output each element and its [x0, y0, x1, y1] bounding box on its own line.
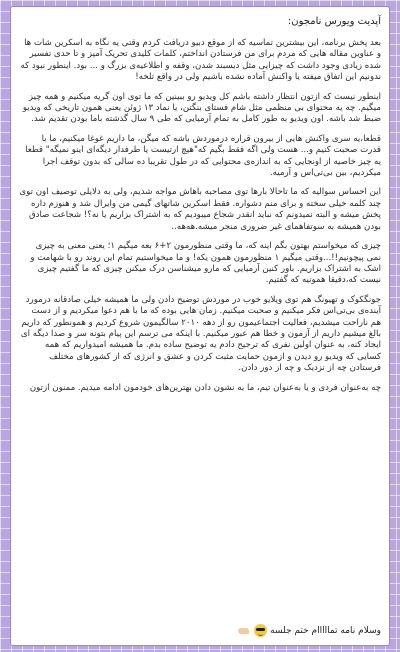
post-paragraph-2: اینطور نیست که ازتون انتظار داشته باشم کل ویدیو رو ببینین که ما توی اون گریه میکنیم و همه چیز میگیم. چه یه محتوای بی منظمی مثل شام فستای بنگتن، یا نماد ۱۳ ژوئن یعنی همون تاریخی که ویدیو ضبط شد باشه. اون ویدیو به طور کامل به تمام آرمیایی که طی ۹ سال گذشته باما بودن تقدیم شد.: [22, 91, 381, 125]
sign-off-text: وسلام نامه تمااااام ختم جلسه: [270, 625, 381, 636]
sunglasses-face-icon: [254, 624, 267, 637]
post-paragraph-7: چه به‌عنوان فردی و یا به‌عنوان تیم، ما به نشون دادن بهترین‌های خودمون ادامه میدیم. ممنون ازتون: [29, 382, 381, 393]
post-paragraph-3: قطعا،یه سری واکنش هایی از بیرون قراره درموردش باشه که میگن، ما داریم غوغا میکنیم، ما با قدرت صحبت کنیم و... هست ولی اگه فقط بگیم که"هیچ ارتیست یا طرفدار دیگه‌ای اینو نمیگه" قطعا یه چیز خاصیه از اونجایی که به اندازه‌ی محتوایی که در طول تقریبا ده سالی که بدون توقف اجرا میکردیم، بین بی‌تی‌اس و آرمیه.: [25, 133, 381, 179]
post-paragraph-6: جونگکوک و تهیونگ هم توی ویلایو خوب در موردش توضیح دادن ولی ما همیشه خیلی صادقانه درمورد آینده‌ی بی‌تی‌اس فکر میکنیم و صحبت میکنیم. زمان هایی بوده که ما با هم دعوا میکردیم و از دست هم ناراحت میشدیم، فعالیت اجتماعیمون رو از دهه ۲۰۱۰ سالگیمون شروع کردیم و همونطور که داریم بالغ میشیم داریم از آزمون و خطا هم عبور میکنیم. با اینکه می ترسم این پیام بتونه سر و صدا دیگه ای ایجاد کنه، به عنوان اولین نفری که ترجیح دادم یه توضیح ساده بدم. ما همیشه امیدواریم که همه کسایی که ویدیو رو دیدن و ازمون حمایت مثبت کردن و عشق و انرژی که از کشورهای مختلف فرستادن چه از نزدیک و چه از دور دادن.: [20, 294, 381, 374]
flexed-arm-icon: [237, 626, 251, 636]
post-title: آپدیت ویورس نامجون:: [287, 16, 381, 27]
post-paragraph-1: بعد پخش برنامه، این بیشترین تماسیه که از موقع دبیو دریافت کردم وقتی یه نگاه به اسکرین شات ها و عناوین مقاله هایی که مردم برای من فرستادن انداختم، کلمات کلیدی تحریک آمیز و تا حدی تفسیر شده زیادی وجود داشت که چیزایی مثل دیسبند شدن، وقفه و اطلاعیه‌ی بزرگ و ... بود. اینطور نبود که ندونیم این اتفاق میفته یا واکنش آماده نشده باشیم ولی در واقع تلخه!: [20, 38, 381, 83]
letter-card: [10, 6, 390, 646]
sign-off: [237, 624, 381, 637]
post-paragraph-4: این احساس سوالیه که ما تاحالا بارها توی مصاحبه باهاش مواجه شدیم، ولی به دلایلی توصیف اون توی چند کلمه خیلی سخته و برای منم دشواره. فقط اسکرین شاتهای گیمی من وایرال شد و هنوزم داره پخش میشه و البته نمیدونم که نباید انقدر شجاع میبودیم که به اشتراک بزاریم یا نه؟! شجاعت صادق بودن همیشه به سوتفاهمای غیر ضروری منجر میشه.هه‌هه..: [19, 187, 381, 232]
post-paragraph-5: چیزی که میخواستم بهتون بگم اینه که، ما وقتی منظورمون ۲+۶ بعه میگیم ۱؛ یعنی معنی به چیزی نمی پیچونیم!!...وقتی میگیم ۱ منظورمون همون یکه! و ما میخواستیم تمام این روند رو با شهامت و اشک به اشتراک بزاریم. باور کنین آرمیایی که مارو میشناسن درک میکنن چیزی که ما گفتیم چیزی نیست که،دقیقا همونیه که گفتیم.: [30, 241, 381, 286]
